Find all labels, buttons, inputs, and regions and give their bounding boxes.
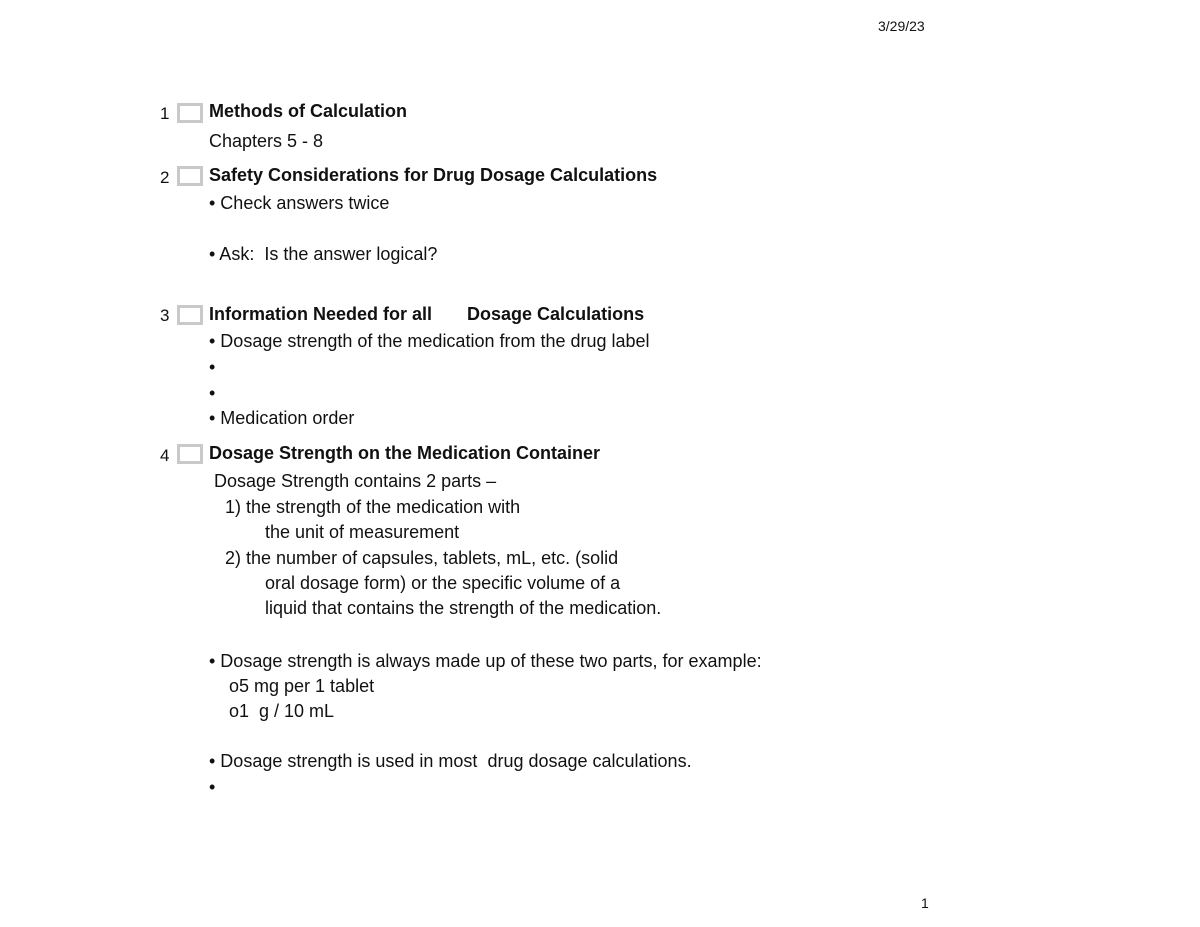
slide-title: Dosage Strength on the Medication Container [209, 443, 601, 463]
slide-note-line: • Ask: Is the answer logical? [209, 244, 438, 264]
slide-note-line: 2) the number of capsules, tablets, mL, etc. (solid [225, 548, 619, 568]
slide-title: Methods of Calculation [209, 101, 407, 121]
slide-thumbnail[interactable] [177, 166, 203, 186]
slide-note-line: • [209, 383, 216, 403]
slide-note-line: • Dosage strength of the medication from the drug label [209, 331, 650, 351]
slide-note-line: • Dosage strength is used in most drug dosage calculations. [209, 751, 692, 771]
slide-note-line: oral dosage form) or the specific volume of a [265, 573, 621, 593]
slide-number: 4 [160, 446, 170, 465]
slide-note-line: • [209, 357, 216, 377]
header-date: 3/29/23 [878, 18, 925, 34]
slide-note-line: • [209, 777, 216, 797]
slide-note-line: • Medication order [209, 408, 355, 428]
slide-thumbnail[interactable] [177, 103, 203, 123]
slide-note-line: 1) the strength of the medication with [225, 497, 521, 517]
slide-note-line: o5 mg per 1 tablet [229, 676, 375, 696]
slide-title: Information Needed for all Dosage Calculations [209, 304, 645, 324]
slide-note-line: o1 g / 10 mL [229, 701, 335, 721]
slide-number: 1 [160, 104, 170, 123]
slide-note-line: Dosage Strength contains 2 parts – [209, 471, 497, 491]
slide-number: 3 [160, 306, 170, 325]
slide-thumbnail[interactable] [177, 444, 203, 464]
slide-thumbnail[interactable] [177, 305, 203, 325]
slide-note-line: • Dosage strength is always made up of these two parts, for example: [209, 651, 762, 671]
page-number: 1 [921, 895, 929, 911]
slide-note-line: the unit of measurement [265, 522, 460, 542]
slide-note-line: • Check answers twice [209, 193, 390, 213]
slide-note-line: liquid that contains the strength of the medication. [265, 598, 662, 618]
slide-number: 2 [160, 168, 170, 187]
slide-note-line: Chapters 5 - 8 [209, 131, 324, 151]
slide-title: Safety Considerations for Drug Dosage Calculations [209, 165, 658, 185]
